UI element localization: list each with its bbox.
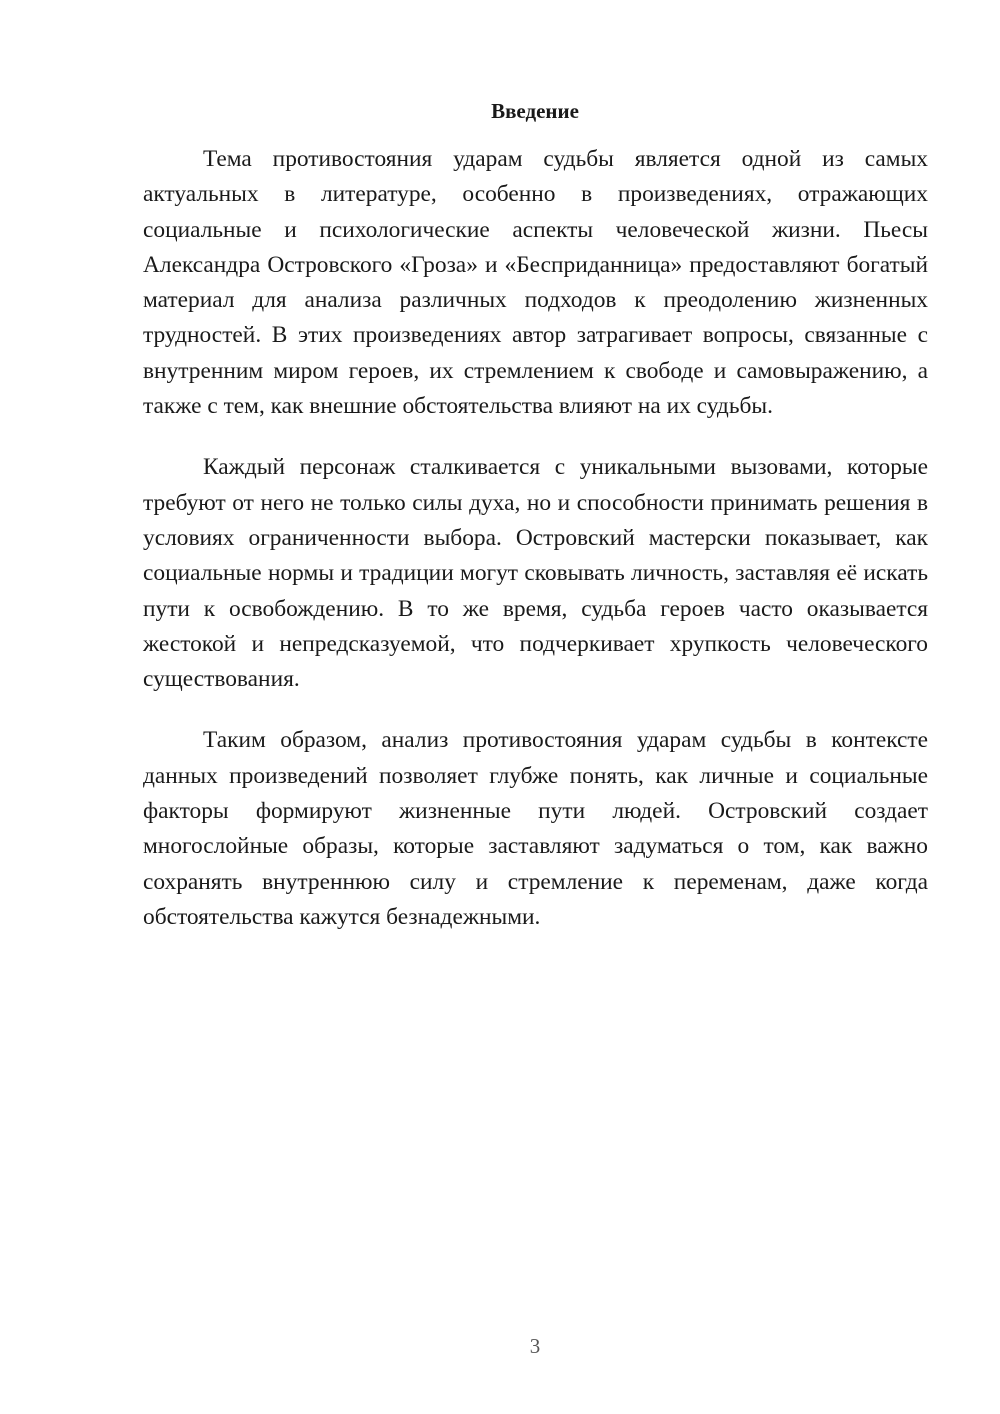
paragraph-3: Таким образом, анализ противостояния ударам судьбы в контексте данных произведений позволяет глубже понять, как личные и социальные факторы формируют жизненные пути людей. Островский создает многослойные образы, которые заставляют задуматься о том, как важно сохранять внутреннюю силу и стремление к переменам, даже когда обстоятельства кажутся безнадежными. xyxy=(143,727,928,930)
body-text xyxy=(143,142,928,961)
page-number: 3 xyxy=(529,1334,541,1358)
paragraph-2: Каждый персонаж сталкивается с уникальными вызовами, которые требуют от него не только силы духа, но и способности принимать решения в условиях ограниченности выбора. Островский мастерски показывает, как социальные нормы и традиции могут сковывать личность, заставляя её искать пути к освобождению. В то же время, судьба героев часто оказывается жестокой и непредсказуемой, что подчеркивает хрупкость человеческого существования. xyxy=(143,454,928,693)
paragraph-1: Тема противостояния ударам судьбы является одной из самых актуальных в литературе, особенно в произведениях, отражающих социальные и психологические аспекты человеческой жизни. Пьесы Александра Островского «Гроза» и «Бесприданница» предоставляют богатый материал для анализа различных подходов к преодолению жизненных трудностей. В этих произведениях автор затрагивает вопросы, связанные с внутренним миром героев, их стремлением к свободе и самовыражению, а также с тем, как внешние обстоятельства влияют на их судьбы. xyxy=(143,146,928,420)
section-heading: Введение xyxy=(491,99,579,123)
